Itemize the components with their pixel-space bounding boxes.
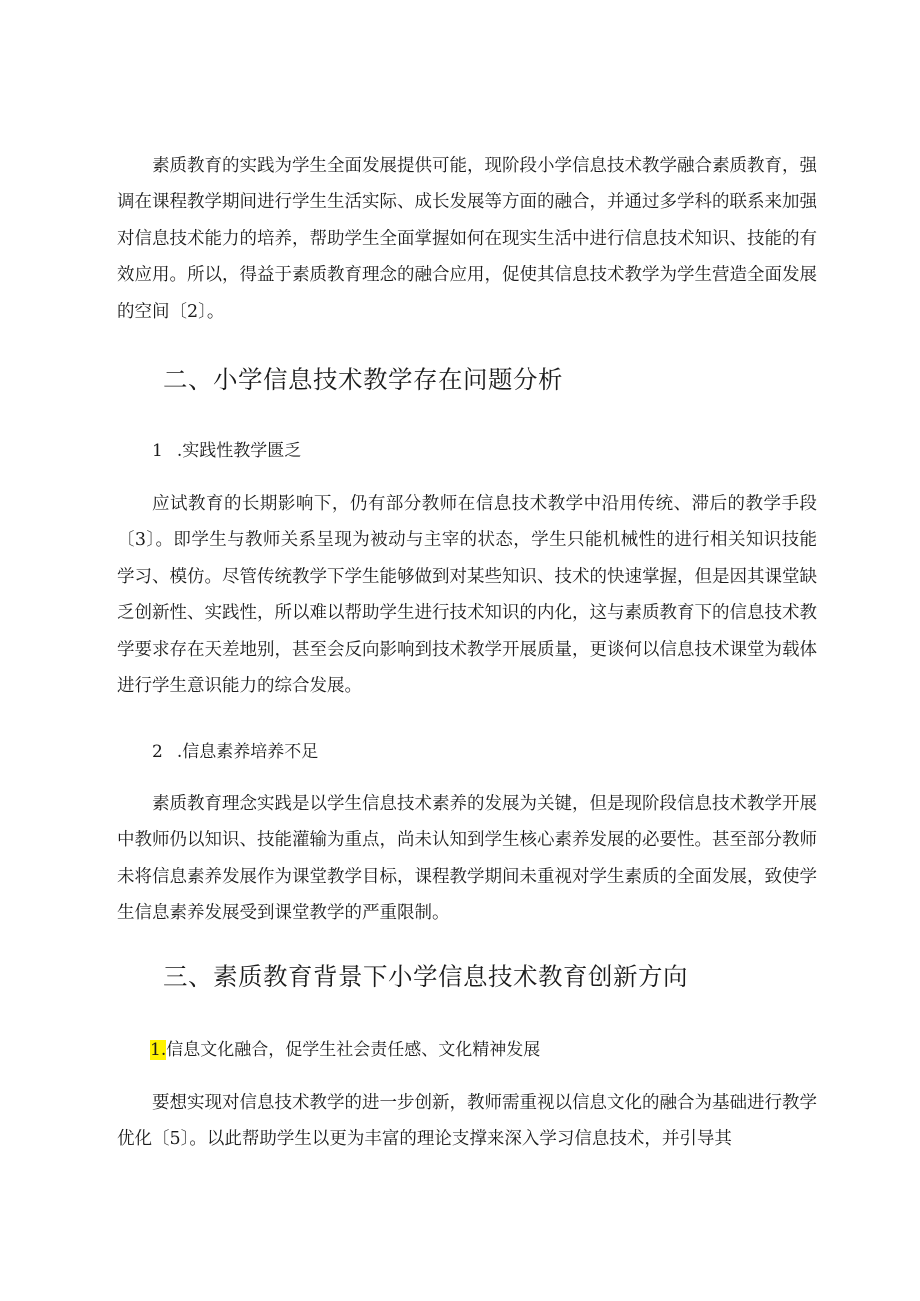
subheading-culture-integration <box>150 1035 540 1060</box>
subheading-text: .实践性教学匮乏 <box>176 441 302 461</box>
subheading-text: .信息素养培养不足 <box>176 742 319 762</box>
subheading-lack-of-practical-teaching <box>152 436 301 461</box>
paragraph-exam-oriented-education: 应试教育的长期影响下，仍有部分教师在信息技术教学中沿用传统、滞后的教学手段〔3〕。即学生与教师关系呈现为被动与主宰的状态，学生只能机械性的进行相关知识技能学习、模仿。尽管传统教学下学生能够做到对某些知识、技术的快速掌握，但是因其课堂缺乏创新性、实践性，所以难以帮助学生进行技术知识的内化，这与素质教育下的信息技术教学要求存在天差地别，甚至会反向影响到技术教学开展质量，更谈何以信息技术课堂为载体进行学生意识能力的综合发展。 <box>117 494 817 697</box>
highlighted-number: 1. <box>150 1040 167 1060</box>
section-heading-innovation-directions: 三、素质教育背景下小学信息技术教育创新方向 <box>163 962 688 991</box>
subheading-number: 1 <box>152 441 163 461</box>
paragraph-innovation-teaching: 要想实现对信息技术教学的进一步创新，教师需重视以信息文化的融合为基础进行教学优化〔5〕。以此帮助学生以更为丰富的理论支撑来深入学习信息技术，并引导其 <box>117 1093 817 1150</box>
paragraph-literacy-development: 素质教育理念实践是以学生信息技术素养的发展为关键，但是现阶段信息技术教学开展中教师仍以知识、技能灌输为重点，尚未认知到学生核心素养发展的必要性。甚至部分教师未将信息素养发展作为课堂教学目标，课程教学期间未重视对学生素质的全面发展，致使学生信息素养发展受到课堂教学的严重限制。 <box>117 794 817 924</box>
subheading-text: 信息文化融合，促学生社会责任感、文化精神发展 <box>166 1040 541 1060</box>
subheading-insufficient-info-literacy <box>152 737 318 762</box>
paragraph-quality-education-practice: 素质教育的实践为学生全面发展提供可能，现阶段小学信息技术教学融合素质教育，强调在课程教学期间进行学生生活实际、成长发展等方面的融合，并通过多学科的联系来加强对信息技术能力的培养，帮助学生全面掌握如何在现实生活中进行信息技术知识、技能的有效应用。所以，得益于素质教育理念的融合应用，促使其信息技术教学为学生营造全面发展的空间〔2〕。 <box>117 156 817 322</box>
subheading-number: 2 <box>152 742 163 762</box>
section-heading-problem-analysis: 二、小学信息技术教学存在问题分析 <box>163 365 563 394</box>
